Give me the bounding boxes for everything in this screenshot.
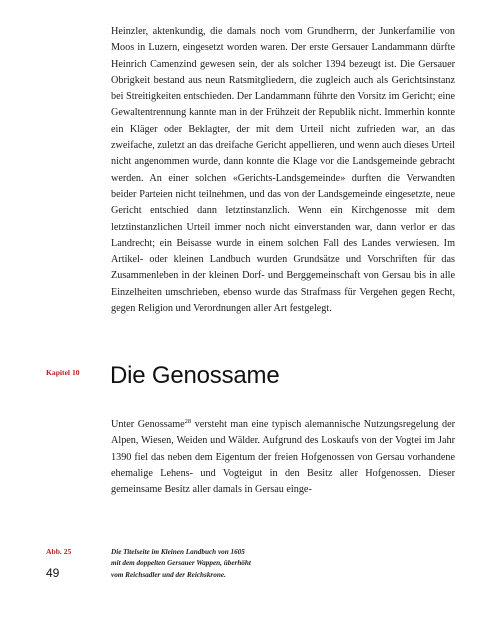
figure-caption xyxy=(111,547,341,581)
caption-line: mit dem doppelten Gersauer Wappen, überhöht xyxy=(111,559,251,568)
chapter-label: Kapitel 10 xyxy=(46,368,80,377)
figure-label: Abb. 25 xyxy=(46,547,72,556)
paragraph-rest: versteht man eine typisch alemannische Nutzungsregelung der Alpen, Wiesen, Weiden und Wälder. Aufgrund des Loskaufs von der Vogtei im Jahr 1390 fiel das neben dem Eigentum der freien Hofgenossen von Gersau vorhandene ehemalige Lehens- und Vogteigut in den Besitz aller Hofgenossen. Dieser gemeinsame Besitz aller damals in Gersau einge- xyxy=(111,419,455,496)
caption-line: Die Titelseite im Kleinen Landbuch von 1605 xyxy=(111,548,245,556)
paragraph-start: Unter Genossame xyxy=(111,419,185,430)
caption-line: vom Reichsadler und der Reichskrone. xyxy=(111,570,226,579)
footnote-reference[interactable]: 28 xyxy=(184,418,192,425)
page-number: 49 xyxy=(46,566,60,580)
chapter-title: Die Genossame xyxy=(110,362,280,389)
body-paragraph-genossame xyxy=(111,417,455,498)
body-paragraph: Heinzler, aktenkundig, die damals noch vom Grundherrn, der Junkerfamilie von Moos in Luzern, eingesetzt worden waren. Der erste Gersauer Landammann dürfte Heinrich Camenzind gewesen sein, der als solcher 1394 bezeugt ist. Die Gersauer Obrigkeit bestand aus neun Ratsmitgliedern, die zugleich auch als Gerichtsinstanz bei Streitigkeiten entschieden. Der Landammann führte den Vorsitz im Gericht; eine Gewaltentrennung kannte man in der Frühzeit der Republik nicht. Immerhin konnte ein Kläger oder Beklagter, der mit dem Urteil nicht zufrieden war, an das zweifache, zuletzt an das dreifache Gericht appellieren, und wenn auch dieses Urteil nicht angenommen wurde, dann konnte die Klage vor die Landsgemeinde gebracht werden. An einer solchen «Gerichts-Landsgemeinde» durften die Verwandten beider Parteien nicht teilnehmen, und das von der Landsgemeinde eingesetzte, neue Gericht entschied dann letztinstanzlich. Wenn ein Kirchgenosse mit dem letztinstanzlichen Urteil immer noch nicht einverstanden war, dann verlor er das Landrecht; ein Beisasse wurde in einem solchen Fall des Landes verwiesen. Im Artikel- oder kleinen Landbuch wurden Grundsätze und Vorschriften für das Zusammenleben in der kleinen Dorf- und Berggemeinschaft von Gersau bis in alle Einzelheiten umschrieben, ebenso wurde das Strafmass für Vergehen gegen Recht, gegen Religion und Verordnungen aller Art festgelegt. xyxy=(111,26,455,315)
